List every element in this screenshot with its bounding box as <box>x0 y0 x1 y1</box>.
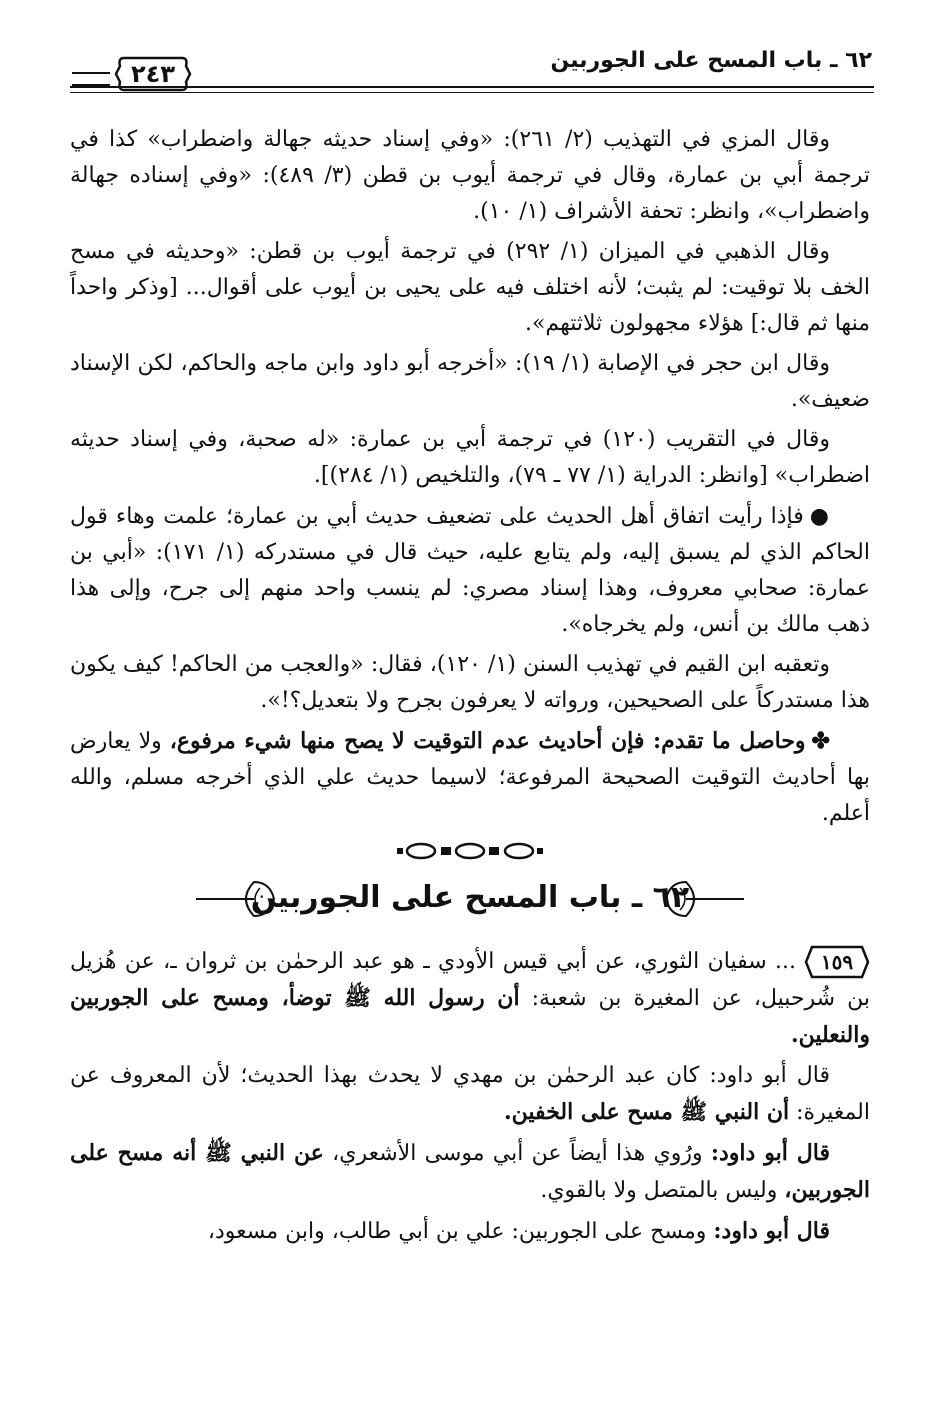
page-body <box>70 122 870 1254</box>
note3-lead: قال أبو داود: <box>713 1218 830 1244</box>
ornament-divider-icon <box>395 840 545 862</box>
running-title: ٦٢ ـ باب المسح على الجوربين <box>550 48 872 73</box>
chapter-title: ٦٢ ـ باب المسح على الجوربين <box>250 880 690 915</box>
hadith-number: ١٥٩ <box>820 950 854 974</box>
note1-bold: أن النبي ﷺ مسح على الخفين. <box>504 1099 790 1125</box>
note2-text2: وليس بالمتصل ولا بالقوي. <box>540 1178 785 1203</box>
paragraph-hakim-text: فإذا رأيت اتفاق أهل الحديث على تضعيف حديث أبي بن عمارة؛ علمت وهاء قول الحاكم الذي لم يسبق إليه، ولم يتابع عليه، حيث قال في مستدركه (١/ ١٧١): «أبي بن عمارة: صحابي معروف، وهذا إسناد مصري: لم ينسب واحد منهم إلى جرح، وإلى هذا ذهب مالك بن أنس، ولم يخرجاه». <box>70 504 870 637</box>
conclusion-rest: ولا يعارض بها أحاديث التوقيت الصحيحة المرفوعة؛ لاسيما حديث علي الذي أخرجه مسلم، والله أعلم. <box>70 729 870 826</box>
paragraph-mizzi: وقال المزي في التهذيب (٢/ ٢٦١): «وفي إسناد حديثه جهالة واضطراب» كذا في ترجمة أبي بن عمارة، وقال في ترجمة أيوب بن قطن (٣/ ٤٨٩): «وفي إسناده جهالة واضطراب»، وانظر: تحفة الأشراف (١/ ١٠). <box>70 127 870 224</box>
note2-lead: قال أبو داود: <box>710 1140 830 1166</box>
right-flourish-icon <box>656 876 746 922</box>
note2-text1: ورُوي هذا أيضاً عن أبي موسى الأشعري، <box>323 1141 711 1166</box>
hadith-number-badge <box>804 944 870 980</box>
paragraph-hakim <box>70 498 870 643</box>
note-abu-dawud-2 <box>70 1135 870 1209</box>
paragraph-conclusion <box>70 723 870 832</box>
hadith-matn: أن رسول الله ﷺ توضأ، ومسح على الجوربين والنعلين. <box>70 985 870 1048</box>
page-number: ٢٤٣ <box>131 60 175 88</box>
note1-text: قال أبو داود: كان عبد الرحمٰن بن مهدي لا يحدث بهذا الحديث؛ لأن المعروف عن المغيرة: <box>70 1063 870 1125</box>
hadith-isnad: ... سفيان الثوري، عن أبي قيس الأودي ـ هو عبد الرحمٰن بن ثروان ـ، عن هُزيل بن شُرحبيل، عن المغيرة بن شعبة: <box>70 949 870 1011</box>
hadith-159 <box>70 944 870 1054</box>
note3-text: ومسح على الجوربين: علي بن أبي طالب، وابن مسعود، <box>207 1219 714 1244</box>
note-abu-dawud-3 <box>70 1213 870 1250</box>
paragraph-dhahabi: وقال الذهبي في الميزان (١/ ٢٩٢) في ترجمة أيوب بن قطن: «وحديثه في مسح الخف بلا توقيت: لم يثبت؛ لأنه اختلف فيه على يحيى بن أيوب على أقوال... [وذكر واحداً منها ثم قال:] هؤلاء مجهولون ثلاثتهم». <box>70 239 870 336</box>
paragraph-taqrib: وقال في التقريب (١٢٠) في ترجمة أبي بن عمارة: «له صحبة، وفي إسناد حديثه اضطراب» [وانظر: الدراية (١/ ٧٧ ـ ٧٩)، والتلخيص (١/ ٢٨٤)]. <box>70 427 870 488</box>
bullet-mark: ● <box>809 503 831 529</box>
header-ornament-lines <box>72 72 110 86</box>
section-divider <box>70 836 870 866</box>
note-abu-dawud-1 <box>70 1058 870 1131</box>
flower-mark: ✤ <box>811 728 830 754</box>
paragraph-ibn-hajar: وقال ابن حجر في الإصابة (١/ ١٩): «أخرجه أبو داود وابن ماجه والحاكم، لكن الإسناد ضعيف». <box>70 351 870 412</box>
conclusion-bold: وحاصل ما تقدم: فإن أحاديث عدم التوقيت لا يصح منها شيء مرفوع، <box>169 728 806 754</box>
note2-bold: عن النبي ﷺ أنه مسح على الجوربين، <box>70 1140 870 1203</box>
paragraph-ibn-qayyim: وتعقبه ابن القيم في تهذيب السنن (١/ ١٢٠)، فقال: «والعجب من الحاكم! كيف يكون هذا مستدركاً على الصحيحين، ورواته لا يعرفون بجرح ولا بتعديل؟!». <box>70 652 870 713</box>
chapter-heading <box>70 872 870 934</box>
